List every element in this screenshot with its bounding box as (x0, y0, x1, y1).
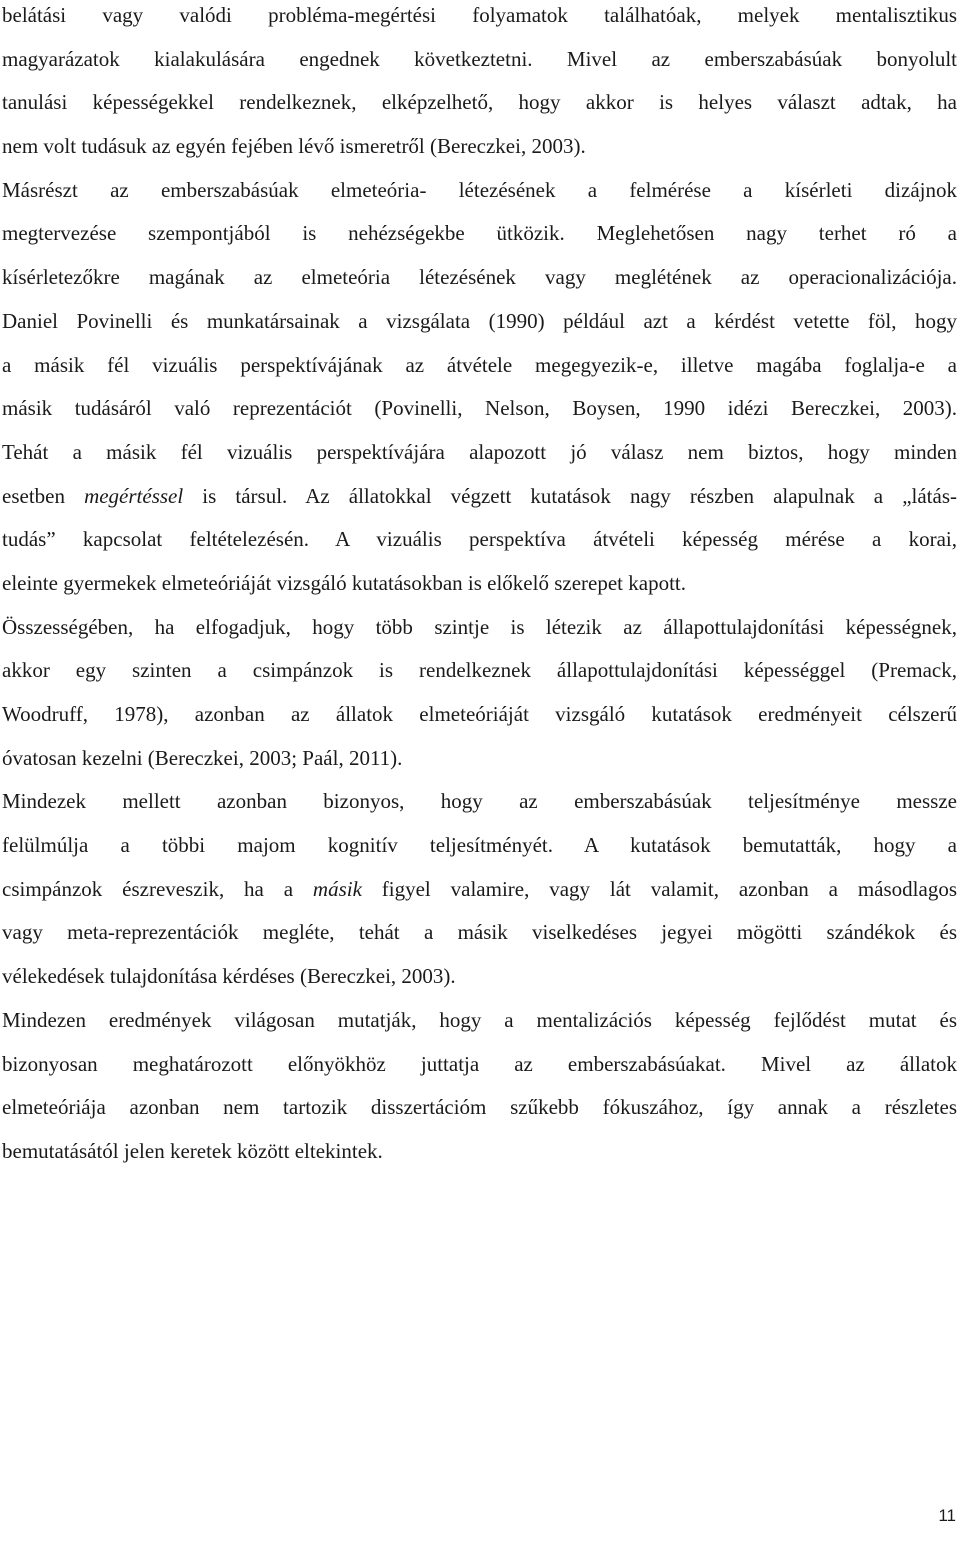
text-line-27: bemutatásától jelen keretek között eltekintek. (2, 1138, 383, 1163)
italic-term-megertessel: megértéssel (84, 483, 184, 508)
text-line-23: vélekedések tulajdonítása kérdéses (Bereczkei, 2003). (2, 964, 456, 989)
text-line-1: belátási vagy valódi probléma-megértési folyamatok találhatóak, melyek mentalisztikus (2, 3, 957, 27)
italic-term-masik: másik (312, 876, 362, 901)
text-line-14: eleinte gyermekek elmeteóriáját vizsgáló kutatásokban is előkelő szerepet kapott. (2, 570, 686, 595)
text-line-10: másik tudásáról való reprezentációt (Povinelli, Nelson, Boysen, 1990 idézi Bereczkei, 2003). (2, 396, 957, 421)
text-line-9: a másik fél vizuális perspektívájának az átvétele megegyezik-e, illetve magába foglalja-e a (2, 352, 957, 377)
text-segment: is társul. Az állatokkal végzett kutatások nagy részben alapulnak a „látás- (183, 483, 957, 508)
text-line-20: felülmúlja a többi majom kognitív teljesítményét. A kutatások bemutatták, hogy a (2, 833, 957, 858)
text-line-16: akkor egy szinten a csimpánzok is rendelkeznek állapottulajdonítási képességgel (Premack, (2, 658, 957, 683)
text-line-15: Összességében, ha elfogadjuk, hogy több szintje is létezik az állapottulajdonítási képességnek, (2, 614, 957, 639)
text-segment: figyel valamire, vagy lát valamit, azonban a másodlagos (361, 876, 957, 901)
text-line-21 (2, 874, 957, 918)
page-number: 11 (938, 1506, 956, 1525)
text-line-19: Mindezek mellett azonban bizonyos, hogy az emberszabásúak teljesítménye messze (2, 789, 957, 814)
text-line-11: Tehát a másik fél vizuális perspektívájára alapozott jó válasz nem biztos, hogy minden (2, 439, 957, 464)
text-line-22: vagy meta-reprezentációk megléte, tehát a másik viselkedéses jegyei mögötti szándékok és (2, 920, 957, 945)
text-line-7: kísérletezőkre magának az elmeteória létezésének vagy meglétének az operacionalizációja. (2, 265, 957, 290)
text-segment: csimpánzok észreveszik, ha a (2, 876, 313, 901)
text-line-24: Mindezen eredmények világosan mutatják, hogy a mentalizációs képesség fejlődést mutat és (2, 1007, 957, 1032)
text-line-18: óvatosan kezelni (Bereczkei, 2003; Paál, 2011). (2, 745, 403, 770)
text-line-17: Woodruff, 1978), azonban az állatok elmeteóriáját vizsgáló kutatások eredményeit célszerű (2, 702, 957, 726)
text-line-26: elmeteóriája azonban nem tartozik disszertációm szűkebb fókuszához, így annak a részletes (2, 1095, 957, 1120)
page-body (2, 0, 957, 1180)
text-line-3: tanulási képességekkel rendelkeznek, elképzelhető, hogy akkor is helyes választ adtak, ha (2, 90, 957, 115)
text-line-2: magyarázatok kialakulására engednek következtetni. Mivel az emberszabásúak bonyolult (2, 46, 957, 71)
text-line-25: bizonyosan meghatározott előnyökhöz juttatja az emberszabásúakat. Mivel az állatok (2, 1051, 957, 1076)
text-line-5: Másrészt az emberszabásúak elmeteória- létezésének a felmérése a kísérleti dizájnok (2, 177, 957, 202)
text-line-8: Daniel Povinelli és munkatársainak a vizsgálata (1990) például azt a kérdést vetette föl, hogy (2, 308, 957, 333)
text-line-6: megtervezése szempontjából is nehézségekbe ütközik. Meglehetősen nagy terhet ró a (2, 221, 957, 246)
text-line-4: nem volt tudásuk az egyén fejében lévő ismeretről (Bereczkei, 2003). (2, 134, 586, 159)
text-line-13: tudás” kapcsolat feltételezésén. A vizuális perspektíva átvételi képesség mérése a korai, (2, 527, 957, 552)
text-segment: esetben (2, 483, 85, 508)
text-line-12 (2, 481, 957, 525)
